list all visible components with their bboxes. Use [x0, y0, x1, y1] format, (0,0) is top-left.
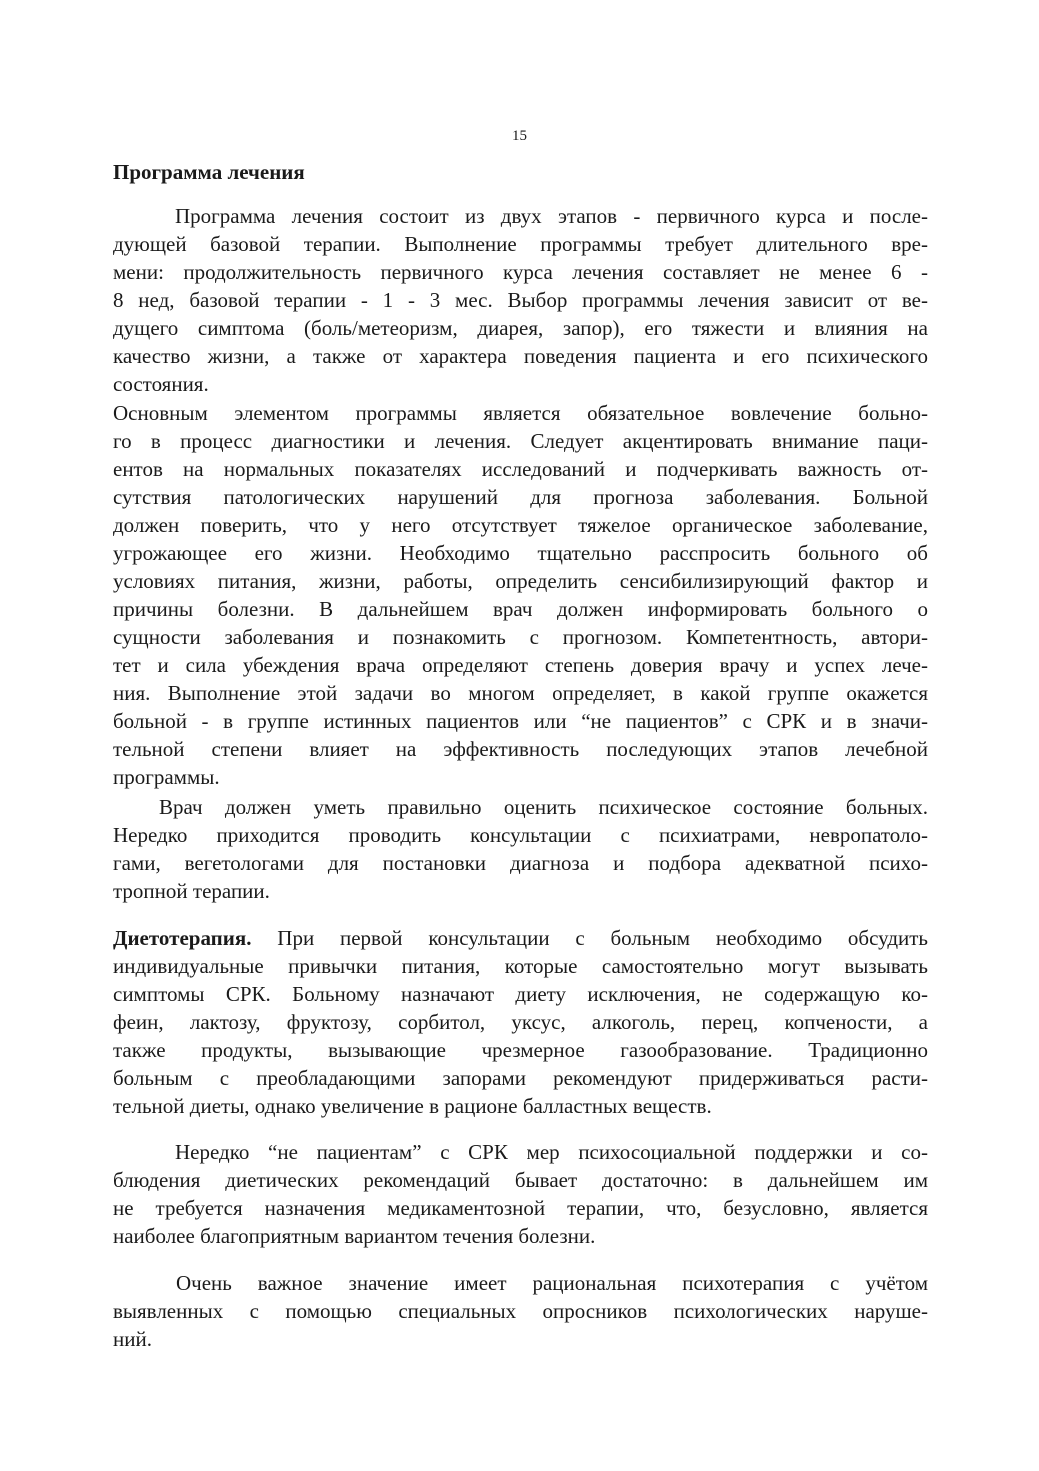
- paragraph-4-line: также продукты, вызывающие чрезмерное газообразование. Традиционно: [113, 1038, 928, 1062]
- dietotherapy-line-rest: При первой консультации с больным необходимо обсудить: [251, 926, 928, 950]
- paragraph-3-line: Врач должен уметь правильно оценить психическое состояние больных.: [159, 795, 928, 819]
- dietotherapy-first-line: [113, 924, 928, 952]
- paragraph-2-line: сущности заболевания и познакомить с прогнозом. Компетентность, автори-: [113, 625, 928, 649]
- paragraph-1-line: качество жизни, а также от характера поведения пациента и его психического: [113, 344, 928, 368]
- paragraph-2-line: тет и сила убеждения врача определяют степень доверия врачу и успех лече-: [113, 653, 928, 677]
- paragraph-4-line: симптомы СРК. Больному назначают диету исключения, не содержащую ко-: [113, 982, 928, 1006]
- dietotherapy-lead: Диетотерапия.: [113, 926, 252, 950]
- paragraph-2-line: больной - в группе истинных пациентов или “не пациентов” с СРК и в значи-: [113, 709, 928, 733]
- paragraph-2-line: программы.: [113, 765, 220, 789]
- paragraph-2-line: ния. Выполнение этой задачи во многом определяет, в какой группе окажется: [113, 681, 928, 705]
- paragraph-6-line: Очень важное значение имеет рациональная психотерапия с учётом: [176, 1271, 928, 1295]
- paragraph-4-line: индивидуальные привычки питания, которые самостоятельно могут вызывать: [113, 954, 928, 978]
- paragraph-1-line: дущего симптома (боль/метеоризм, диарея, запор), его тяжести и влияния на: [113, 316, 928, 340]
- paragraph-6-line: выявленных с помощью специальных опросников психологических наруше-: [113, 1299, 928, 1323]
- paragraph-2-line: сутствия патологических нарушений для прогноза заболевания. Больной: [113, 485, 928, 509]
- paragraph-3-line: Нередко приходится проводить консультации с психиатрами, невропатоло-: [113, 823, 928, 847]
- paragraph-5-line: наиболее благоприятным вариантом течения болезни.: [113, 1224, 596, 1248]
- paragraph-2-line: угрожающее его жизни. Необходимо тщательно расспросить больного об: [113, 541, 928, 565]
- paragraph-4-line: феин, лактозу, фруктозу, сорбитол, уксус, алкоголь, перец, копчености, а: [113, 1010, 928, 1034]
- paragraph-1-line: мени: продолжительность первичного курса лечения составляет не менее 6 -: [113, 260, 928, 284]
- paragraph-4-line: тельной диеты, однако увеличение в рационе балластных веществ.: [113, 1094, 712, 1118]
- paragraph-2-line: го в процесс диагностики и лечения. Следует акцентировать внимание паци-: [113, 429, 928, 453]
- paragraph-2-line: должен поверить, что у него отсутствует тяжелое органическое заболевание,: [113, 513, 928, 537]
- section-heading: Программа лечения: [113, 160, 305, 184]
- paragraph-1-line: состояния.: [113, 372, 209, 396]
- paragraph-2-line: Основным элементом программы является обязательное вовлечение больно-: [113, 401, 928, 425]
- paragraph-5-line: Нередко “не пациентам” с СРК мер психосоциальной поддержки и со-: [175, 1140, 928, 1164]
- paragraph-3-line: гами, вегетологами для постановки диагноза и подбора адекватной психо-: [113, 851, 928, 875]
- paragraph-1-line: Программа лечения состоит из двух этапов - первичного курса и после-: [175, 204, 928, 228]
- paragraph-5-line: блюдения диетических рекомендаций бывает достаточно: в дальнейшем им: [113, 1168, 928, 1192]
- paragraph-2-line: причины болезни. В дальнейшем врач должен информировать больного о: [113, 597, 928, 621]
- paragraph-5-line: не требуется назначения медикаментозной терапии, что, безусловно, является: [113, 1196, 928, 1220]
- paragraph-3-line: тропной терапии.: [113, 879, 270, 903]
- paragraph-2-line: ентов на нормальных показателях исследований и подчеркивать важность от-: [113, 457, 928, 481]
- paragraph-1-line: 8 нед, базовой терапии - 1 - 3 мес. Выбор программы лечения зависит от ве-: [113, 288, 928, 312]
- paragraph-2-line: тельной степени влияет на эффективность последующих этапов лечебной: [113, 737, 928, 761]
- paragraph-4-line: больным с преобладающими запорами рекомендуют придерживаться расти-: [113, 1066, 928, 1090]
- page-number: 15: [512, 128, 527, 144]
- paragraph-2-line: условиях питания, жизни, работы, определить сенсибилизирующий фактор и: [113, 569, 928, 593]
- paragraph-6-line: ний.: [113, 1327, 152, 1351]
- paragraph-1-line: дующей базовой терапии. Выполнение программы требует длительного вре-: [113, 232, 928, 256]
